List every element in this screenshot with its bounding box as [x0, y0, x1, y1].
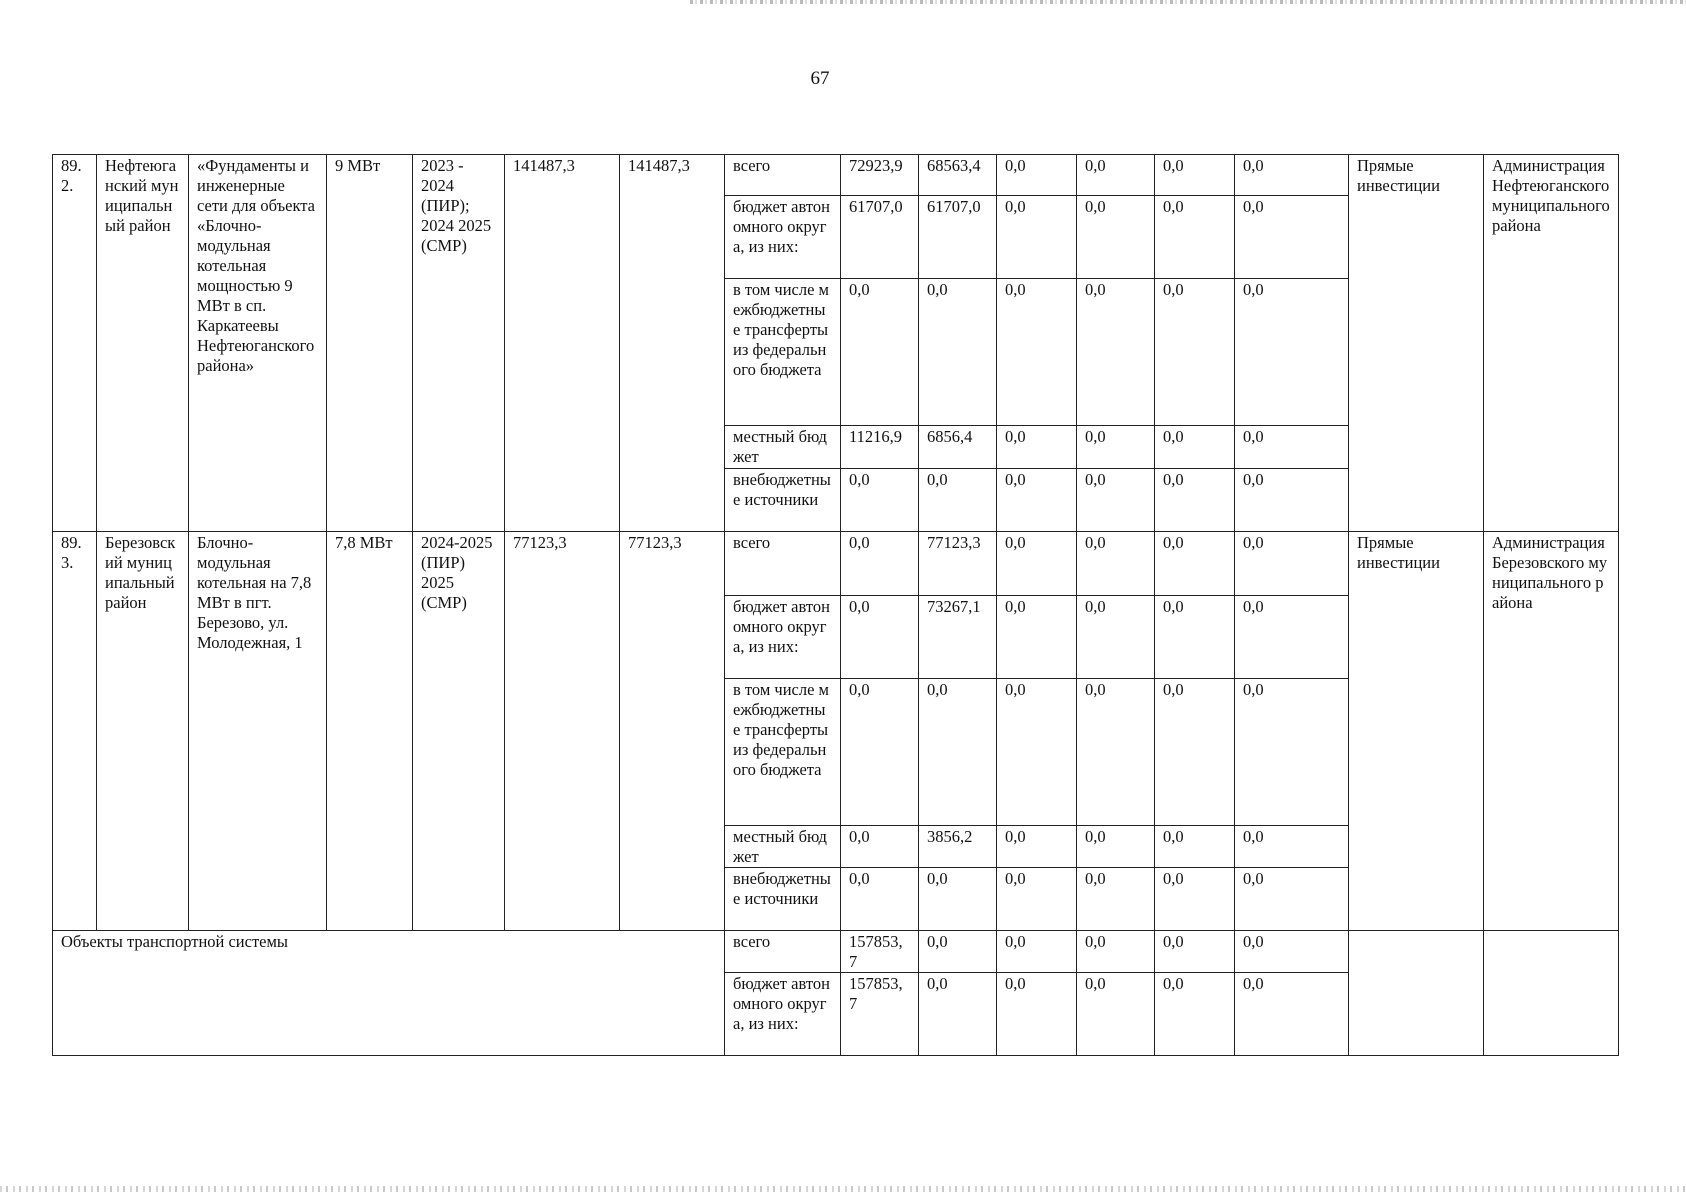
value-cell: 0,0 [1077, 469, 1155, 532]
funding-source-cell: в том числе межбюджетные трансферты из федерального бюджета [725, 679, 841, 826]
value-cell: 0,0 [997, 826, 1077, 868]
cost-total-cell: 141487,3 [505, 155, 620, 532]
value-cell: 11216,9 [841, 426, 919, 469]
value-cell: 0,0 [1235, 679, 1349, 826]
value-cell: 0,0 [919, 868, 997, 931]
executor-cell [1484, 931, 1619, 1056]
value-cell: 0,0 [1235, 868, 1349, 931]
value-cell: 0,0 [997, 679, 1077, 826]
section-title: Объекты транспортной системы [53, 931, 725, 1056]
value-cell: 73267,1 [919, 596, 997, 679]
table-row [53, 532, 1619, 596]
value-cell: 0,0 [919, 279, 997, 426]
funding-source-cell: внебюджетные источники [725, 469, 841, 532]
cost-remaining-cell: 77123,3 [620, 532, 725, 931]
value-cell: 61707,0 [841, 196, 919, 279]
capacity-cell: 9 МВт [327, 155, 413, 532]
value-cell: 0,0 [1235, 196, 1349, 279]
value-cell: 0,0 [1077, 426, 1155, 469]
value-cell: 0,0 [1235, 279, 1349, 426]
table-row [53, 155, 1619, 196]
funding-source-cell: внебюджетные источники [725, 868, 841, 931]
value-cell: 72923,9 [841, 155, 919, 196]
value-cell: 0,0 [841, 596, 919, 679]
value-cell: 0,0 [1077, 973, 1155, 1056]
value-cell: 0,0 [841, 868, 919, 931]
table-row [53, 931, 1619, 973]
scan-artifact-bottom [0, 1186, 1686, 1192]
value-cell: 0,0 [997, 973, 1077, 1056]
value-cell: 0,0 [841, 826, 919, 868]
value-cell: 0,0 [1155, 532, 1235, 596]
object-name-cell: «Фундаменты и инженерные сети для объекта «Блочно-модульная котельная мощностью 9 МВт в сп. Каркатеевы Нефтеюганского района» [189, 155, 327, 532]
value-cell: 0,0 [1155, 679, 1235, 826]
funding-source-cell: бюджет автономного округа, из них: [725, 973, 841, 1056]
value-cell: 0,0 [997, 426, 1077, 469]
funding-source-cell: местный бюджет [725, 826, 841, 868]
value-cell: 157853,7 [841, 973, 919, 1056]
value-cell: 0,0 [1235, 469, 1349, 532]
years-cell: 2023 - 2024 (ПИР); 2024 2025 (СМР) [413, 155, 505, 532]
value-cell: 0,0 [997, 469, 1077, 532]
value-cell: 0,0 [997, 596, 1077, 679]
value-cell: 0,0 [1077, 196, 1155, 279]
value-cell: 0,0 [841, 679, 919, 826]
row-number: 89.3. [53, 532, 97, 931]
value-cell: 0,0 [1235, 826, 1349, 868]
value-cell: 0,0 [1155, 196, 1235, 279]
value-cell: 0,0 [841, 279, 919, 426]
value-cell: 0,0 [1077, 931, 1155, 973]
funding-source-cell: всего [725, 532, 841, 596]
value-cell: 0,0 [1077, 596, 1155, 679]
row-number: 89.2. [53, 155, 97, 532]
value-cell: 0,0 [919, 931, 997, 973]
capacity-cell: 7,8 МВт [327, 532, 413, 931]
value-cell: 157853,7 [841, 931, 919, 973]
value-cell: 0,0 [997, 155, 1077, 196]
value-cell: 0,0 [919, 679, 997, 826]
funding-source-cell: всего [725, 155, 841, 196]
district-cell: Нефтеюганский муниципальный район [97, 155, 189, 532]
mechanism-cell: Прямые инвестиции [1349, 155, 1484, 532]
value-cell: 68563,4 [919, 155, 997, 196]
value-cell: 0,0 [919, 973, 997, 1056]
value-cell: 0,0 [997, 532, 1077, 596]
mechanism-cell [1349, 931, 1484, 1056]
budget-table [52, 154, 1619, 1056]
value-cell: 0,0 [1155, 931, 1235, 973]
value-cell: 6856,4 [919, 426, 997, 469]
executor-cell: Администрация Березовского муниципального района [1484, 532, 1619, 931]
value-cell: 0,0 [1077, 679, 1155, 826]
funding-source-cell: бюджет автономного округа, из них: [725, 196, 841, 279]
scan-artifact-top [690, 0, 1686, 4]
funding-source-cell: в том числе межбюджетные трансферты из федерального бюджета [725, 279, 841, 426]
value-cell: 0,0 [1235, 596, 1349, 679]
funding-source-cell: всего [725, 931, 841, 973]
cost-total-cell: 77123,3 [505, 532, 620, 931]
value-cell: 0,0 [1077, 279, 1155, 426]
value-cell: 0,0 [1155, 826, 1235, 868]
value-cell: 0,0 [1155, 426, 1235, 469]
value-cell: 0,0 [841, 469, 919, 532]
value-cell: 0,0 [1077, 826, 1155, 868]
value-cell: 0,0 [1155, 868, 1235, 931]
value-cell: 0,0 [1155, 279, 1235, 426]
value-cell: 0,0 [997, 196, 1077, 279]
value-cell: 77123,3 [919, 532, 997, 596]
value-cell: 0,0 [1077, 868, 1155, 931]
value-cell: 61707,0 [919, 196, 997, 279]
mechanism-cell: Прямые инвестиции [1349, 532, 1484, 931]
value-cell: 0,0 [1235, 532, 1349, 596]
value-cell: 0,0 [997, 279, 1077, 426]
value-cell: 0,0 [997, 931, 1077, 973]
value-cell: 0,0 [919, 469, 997, 532]
value-cell: 0,0 [1155, 155, 1235, 196]
executor-cell: Администрация Нефтеюганского муниципального района [1484, 155, 1619, 532]
cost-remaining-cell: 141487,3 [620, 155, 725, 532]
value-cell: 0,0 [1235, 931, 1349, 973]
funding-source-cell: бюджет автономного округа, из них: [725, 596, 841, 679]
value-cell: 0,0 [1235, 426, 1349, 469]
value-cell: 0,0 [841, 532, 919, 596]
value-cell: 0,0 [1155, 469, 1235, 532]
value-cell: 0,0 [1235, 973, 1349, 1056]
value-cell: 3856,2 [919, 826, 997, 868]
value-cell: 0,0 [1155, 973, 1235, 1056]
district-cell: Березовский муниципальный район [97, 532, 189, 931]
years-cell: 2024-2025 (ПИР) 2025 (СМР) [413, 532, 505, 931]
value-cell: 0,0 [1155, 596, 1235, 679]
value-cell: 0,0 [1235, 155, 1349, 196]
object-name-cell: Блочно-модульная котельная на 7,8 МВт в пгт. Березово, ул. Молодежная, 1 [189, 532, 327, 931]
funding-source-cell: местный бюджет [725, 426, 841, 469]
value-cell: 0,0 [1077, 532, 1155, 596]
page-number: 67 [810, 68, 830, 89]
value-cell: 0,0 [997, 868, 1077, 931]
value-cell: 0,0 [1077, 155, 1155, 196]
